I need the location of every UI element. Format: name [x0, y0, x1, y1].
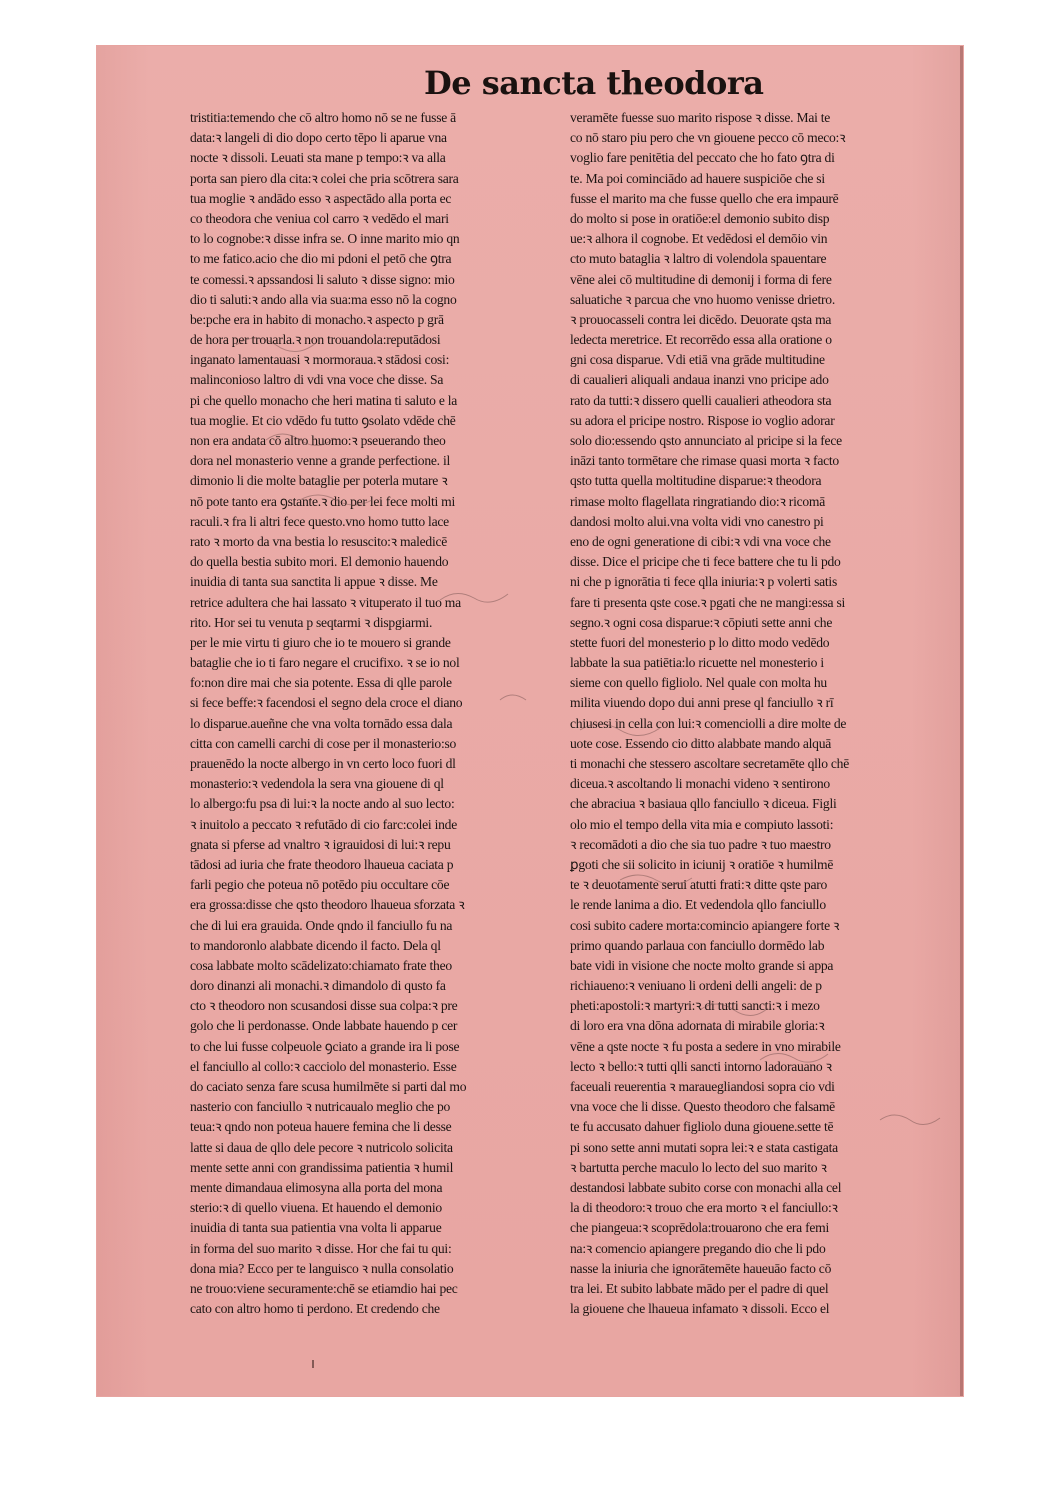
text-column-right [570, 108, 940, 1319]
text-line: ꝛ bartutta perche maculo lo lecto del suo marito ꝛ [570, 1159, 827, 1175]
text-line: ꝛ recomādoti a dio che sia tuo padre ꝛ tuo maestro [570, 836, 831, 852]
text-line: nasse la iniuria che ignorātemēte haueuāo facto cō [570, 1260, 832, 1276]
text-line: ti monachi che stessero ascoltare secretamēte qllo chē [570, 756, 850, 771]
text-line: cato con altro homo ti perdono. Et credendo che [190, 1301, 440, 1317]
text-line: cto muto bataglia ꝛ laltro di volendola spauentare [570, 251, 827, 267]
text-line: dora nel monasterio venne a grande perfectione. il [190, 453, 451, 469]
text-line: qsto tutta quella moltitudine disparue:ꝛ theodora [570, 473, 822, 489]
text-line: bataglie che io ti faro negare el crucifixo. ꝛ se io nol [190, 655, 460, 671]
text-line: pheti:apostoli:ꝛ martyri:ꝛ di tutti sancti:ꝛ i mezo [570, 998, 820, 1014]
text-line: nasterio con fanciullo ꝛ nutricaualo meglio che po [190, 1099, 451, 1115]
text-line: veramēte fuesse suo marito rispose ꝛ disse. Mai te [570, 110, 831, 125]
text-line: segno.ꝛ ogni cosa disparue:ꝛ cōpiuti sette anni che [570, 614, 833, 630]
text-line: ne trouo:viene securamente:chē se etiamdio hai pec [190, 1280, 458, 1296]
text-line: nocte ꝛ dissoli. Leuati sta mane p tempo:ꝛ va alla [190, 150, 446, 166]
text-line: che abraciua ꝛ basiaua qllo fanciullo ꝛ diceua. Figli [570, 796, 837, 812]
text-line: saluatiche ꝛ parcua che vno huomo venisse drietro. [570, 291, 835, 307]
text-line: disse. Dice el pricipe che ti fece battere che tu li pdo [570, 554, 841, 570]
text-line: bate vidi in visione che nocte molto grande si appa [570, 957, 834, 973]
text-line: retrice adultera che hai lassato ꝛ vituperato il tuo ma [190, 594, 461, 610]
text-line: citta con camelli carchi di cose per il monasterio:so [190, 735, 457, 751]
text-line: tua moglie. Et cio vdēdo fu tutto ꝯsolato vdēde chē [190, 412, 456, 428]
page-edge [960, 46, 963, 1396]
text-line: fo:non dire mai che sia potente. Essa di qlle parole [190, 675, 452, 691]
text-line: inganato lamentauasi ꝛ mormoraua.ꝛ stādosi cosi: [190, 352, 450, 368]
text-line: ni che p ignorātia ti fece qlla iniuria:ꝛ p volerti satis [570, 574, 838, 590]
text-line: doro dinanzi ali monachi.ꝛ dimandolo di qusto fa [190, 978, 446, 994]
text-line: tādosi ad iuria che frate theodoro lhaueua caciata p [190, 856, 454, 872]
text-line: rato da tutti:ꝛ dissero quelli caualieri atheodora sta [570, 392, 832, 408]
text-line: milita viuendo dopo dui anni prese ql fanciullo ꝛ rī [570, 695, 834, 711]
text-line: per le mie virtu ti giuro che io te mouero si grande [190, 634, 451, 650]
text-line: le rende lanima a dio. Et vedendola qllo fanciullo [570, 897, 826, 913]
text-line: stette fuori del monesterio p lo ditto modo vedēdo [570, 634, 830, 650]
text-line: che piangeua:ꝛ scoprēdola:trouarono che era femi [570, 1220, 830, 1236]
text-line: olo mio el tempo della vita mia e compiuto lassoti: [570, 816, 834, 832]
text-line: to lo cognobe:ꝛ disse infra se. O inne marito mio qn [190, 231, 460, 247]
text-line: ꝑgoti che sii solicito in iciunij ꝛ oratiōe ꝛ humilmē [570, 856, 834, 872]
text-line: dandosi molto alui.vna volta vidi vno canestro pi [570, 513, 824, 529]
text-line: rato ꝛ morto da vna bestia lo resuscito:ꝛ maledicē [190, 533, 448, 549]
text-line: prauenēdo la nocte albergo in vn certo loco fuori dl [190, 756, 456, 771]
text-line: porta san piero dla cita:ꝛ colei che pria scōtrera sara [190, 170, 459, 186]
text-line: la di theodoro:ꝛ trouo che era morto ꝛ el fanciullo:ꝛ [570, 1200, 838, 1216]
text-line: farli pegio che poteua nō potēdo piu occultare cōe [190, 877, 450, 893]
text-line: mente sette anni con grandissima patientia ꝛ humil [190, 1159, 454, 1175]
text-line: te. Ma poi cominciādo ad hauere suspiciōe che si [570, 170, 825, 186]
text-line: tua moglie ꝛ andādo esso ꝛ aspectādo alla porta ec [190, 190, 452, 206]
text-line: nō pote tanto era ꝯstante.ꝛ dio per lei fece molti mi [190, 493, 456, 509]
text-line: lo disparue.aueñne che vna volta tornādo essa dala [190, 715, 453, 731]
text-line: vna voce che li disse. Questo theodoro che falsamē [570, 1099, 835, 1115]
text-line: su adora el pricipe nostro. Rispose io voglio adorar [570, 412, 835, 428]
text-line: eno de ogni generatione di cibi:ꝛ vdi vna voce che [570, 533, 831, 549]
text-line: teua:ꝛ qndo non poteua hauere femina che li desse [190, 1119, 452, 1135]
text-line: be:pche era in habito di monacho.ꝛ aspecto p grā [190, 311, 444, 327]
text-column-left [190, 108, 550, 1319]
text-line: voglio fare penitētia del peccato che ho fato ꝯtra di [570, 150, 835, 166]
text-line: te ꝛ deuotamente serui atutti frati:ꝛ ditte qste paro [570, 877, 828, 893]
running-head: De sancta theodora [424, 64, 764, 102]
text-line: diceua.ꝛ ascoltando li monachi videno ꝛ sentirono [570, 776, 830, 792]
text-line: mente dimandaua elimosyna alla porta del mona [190, 1179, 443, 1195]
text-line: na:ꝛ comencio apiangere pregando dio che li pdo [570, 1240, 826, 1256]
text-line: co nō staro piu pero che vn giouene pecco cō meco:ꝛ [570, 130, 846, 146]
text-line: cosi subito cadere morta:comincio apiangere forte ꝛ [570, 917, 840, 933]
text-line: labbate la sua patiētia:lo ricuette nel monesterio i [570, 655, 824, 671]
text-line: pi che quello monacho che heri matina ti saluto e la [190, 392, 458, 408]
text-line: in forma del suo marito ꝛ disse. Hor che fai tu qui: [190, 1240, 452, 1256]
text-line: el fanciullo al collo:ꝛ cacciolo del monasterio. Esse [190, 1058, 457, 1074]
text-line: fare ti presenta qste cose.ꝛ pgati che ne mangi:essa si [570, 594, 846, 610]
text-line: di caualieri aliquali andaua inanzi vno pricipe ado [570, 372, 829, 388]
text-line: lecto ꝛ bello:ꝛ tutti qlli sancti intorno ladorauano ꝛ [570, 1058, 832, 1074]
text-line: te comessi.ꝛ apssandosi li saluto ꝛ disse signo: mio [190, 271, 455, 287]
text-line: rimase molto flagellata ringratiando dio:ꝛ ricomā [570, 493, 826, 509]
text-line: era grossa:disse che qsto theodoro lhaueua sforzata ꝛ [190, 897, 465, 913]
text-line: ue:ꝛ alhora il cognobe. Et vedēdosi el demōio vin [570, 231, 828, 247]
text-line: gni cosa disparue. Vdi etiā vna grāde multitudine [570, 352, 825, 368]
text-line: de hora per trouarla.ꝛ non trouandola:reputādosi [190, 332, 441, 348]
text-line: di loro era vna dōna adornata di mirabile gloria:ꝛ [570, 1018, 825, 1034]
text-line: primo quando parlaua con fanciullo dormēdo lab [570, 937, 825, 953]
text-line: sieme con quello figliolo. Nel quale con molta hu [570, 675, 827, 691]
text-line: uote cose. Essendo cio ditto alabbate mando alquā [570, 735, 832, 751]
text-line: te fu accusato dahuer figliolo duna giouene.sette tē [570, 1119, 834, 1135]
text-line: inuidia di tanta sua patientia vna volta li apparue [190, 1220, 442, 1236]
text-line: chiusesi in cella con lui:ꝛ comenciolli a dire molte de [570, 715, 847, 731]
text-line: cosa labbate molto scādelizato:chiamato frate theo [190, 957, 452, 973]
text-line: dimonio li die molte bataglie per poterla mutare ꝛ [190, 473, 448, 489]
text-line: tristitia:temendo che cō altro homo nō se ne fusse ā [190, 110, 456, 125]
text-line: latte si daua de qllo dele pecore ꝛ nutricolo solicita [190, 1139, 453, 1155]
text-line: tra lei. Et subito labbate mādo per el padre di quel [570, 1280, 829, 1296]
text-line: do molto si pose in oratiōe:el demonio subito disp [570, 210, 830, 226]
text-line: to me fatico.acio che dio mi pdoni el petō che ꝯtra [190, 251, 452, 267]
text-line: dona mia? Ecco per te languisco ꝛ nulla consolatio [190, 1260, 454, 1276]
text-line: do quella bestia subito mori. El demonio hauendo [190, 554, 449, 570]
text-line: la giouene che lhaueua infamato ꝛ dissoli. Ecco el [570, 1301, 830, 1317]
text-line: fusse el marito ma che fusse quello che era impaurē [570, 190, 839, 206]
text-line: che di lui era grauida. Onde qndo il fanciullo fu na [190, 917, 453, 933]
text-line: si fece beffe:ꝛ facendosi el segno dela croce el diano [190, 695, 463, 711]
text-line: data:ꝛ langeli di dio dopo certo tēpo li aparue vna [190, 130, 447, 146]
text-line: sterio:ꝛ di quello viuena. Et hauendo el demonio [190, 1200, 442, 1216]
text-line: richiaueno:ꝛ veniuano li ordeni delli angeli: de p [570, 978, 822, 994]
text-line: lo albergo:fu psa di lui:ꝛ la nocte ando al suo lecto: [190, 796, 455, 812]
text-line: non era andata cō altro huomo:ꝛ pseuerando theo [190, 433, 446, 448]
text-line: ināzi tanto tormētare che rimase quasi morta ꝛ facto [570, 453, 839, 469]
text-line: faceuali reuerentia ꝛ marauegliandosi sopra cio vdi [570, 1079, 835, 1094]
text-line: monasterio:ꝛ vedendola la sera vna giouene di ql [190, 776, 444, 792]
text-line: ꝛ prouocasseli contra lei dicēdo. Deuorate qsta ma [570, 311, 832, 327]
text-line: destandosi labbate subito corse con monachi alla cel [570, 1179, 842, 1195]
text-line: ledecta meretrice. Et recorrēdo essa alla oratione o [570, 332, 832, 348]
text-line: raculi.ꝛ fra li altri fece questo.vno homo tutto lace [190, 513, 449, 529]
text-line: inuidia di tanta sua sanctita li appue ꝛ disse. Me [190, 574, 438, 590]
text-line: cto ꝛ theodoro non scusandosi disse sua colpa:ꝛ pre [190, 998, 458, 1014]
text-line: dio ti saluti:ꝛ ando alla via sua:ma esso nō la cogno [190, 291, 457, 307]
text-line: pi sono sette anni mutati sopra lei:ꝛ e stata castigata [570, 1139, 838, 1155]
text-line: ꝛ inuitolo a peccato ꝛ refutādo di cio farc:colei inde [190, 816, 457, 832]
text-line: golo che li perdonasse. Onde labbate hauendo p cer [190, 1018, 458, 1034]
text-line: to che lui fusse colpeuole ꝯciato a grande ira li pose [190, 1038, 460, 1054]
margin-mark [312, 1360, 314, 1368]
text-line: co theodora che veniua col carro ꝛ vedēdo el mari [190, 210, 449, 226]
text-line: rito. Hor sei tu venuta p seqtarmi ꝛ dispgiarmi. [190, 614, 433, 630]
text-line: do caciato senza fare scusa humilmēte si parti dal mo [190, 1079, 467, 1094]
text-line: solo dio:essendo qsto annunciato al pricipe si la fece [570, 433, 842, 448]
text-line: to mandoronlo alabbate dicendo il facto. Dela ql [190, 937, 441, 953]
text-line: malinconioso laltro di vdi vna voce che disse. Sa [190, 372, 444, 388]
text-line: vēne alei cō multitudine di demonij i forma di fere [570, 271, 832, 287]
text-line: gnata si pferse ad vnaltro ꝛ igrauidosi di lui:ꝛ repu [190, 836, 451, 852]
text-line: vēne a qste nocte ꝛ fu posta a sedere in vno mirabile [570, 1038, 841, 1054]
